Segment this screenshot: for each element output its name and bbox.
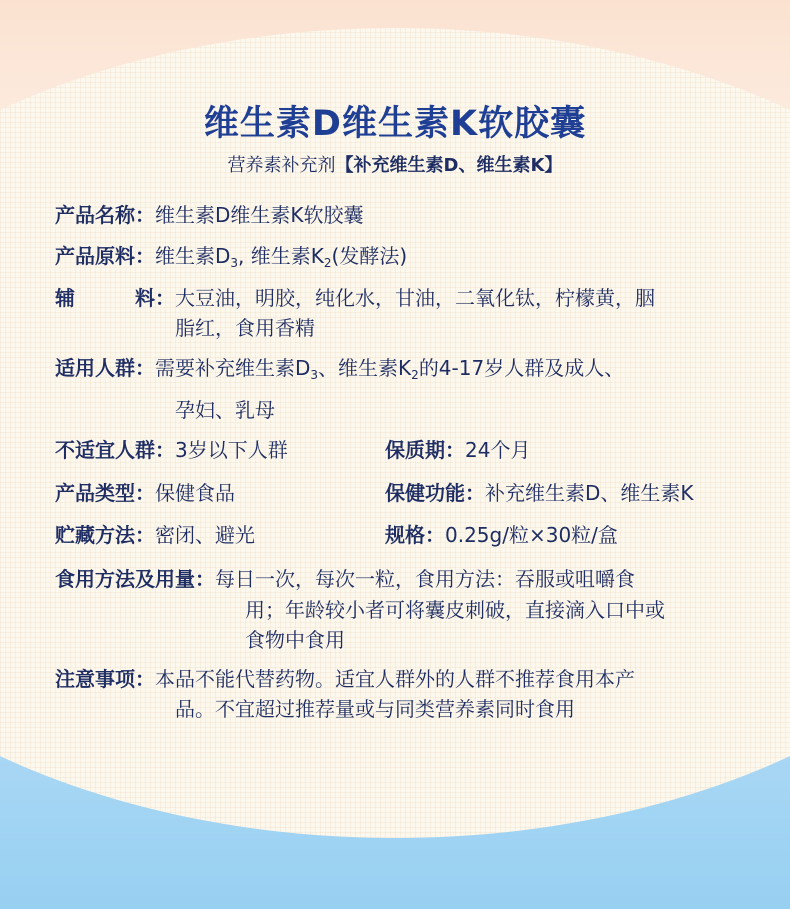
label-spec: 规格 [385,523,425,547]
value-shelf-life: 24个月 [465,438,531,462]
row-target-group: 适用人群：需要补充维生素$D_3$、维生素$K_2$的4-17岁人群及成人、 [55,356,625,382]
label-target-group: 适用人群 [55,356,135,380]
value-spec: 0.25g/粒×30粒/盒 [445,523,618,547]
row-health-function: 保健功能：补充维生素D、维生素K [385,481,694,505]
value-product-type: 保健食品 [155,481,235,505]
row-spec: 规格：0.25g/粒×30粒/盒 [385,523,618,547]
value-product-name: 维生素D维生素K软胶囊 [155,203,364,227]
label-usage: 食用方法及用量 [55,567,195,591]
value-target-group-line2: 孕妇、乳母 [175,398,275,422]
value-unsuitable: 3岁以下人群 [175,438,288,462]
value-ingredients: 维生素$D_3$, 维生素$K_2$(发酵法) [155,244,408,270]
value-storage: 密闭、避光 [155,523,255,547]
label-storage: 贮藏方法 [55,523,135,547]
subtitle-category: 营养素补充剂 [227,155,336,176]
value-usage-line3: 食物中食用 [245,628,345,652]
row-unsuitable: 不适宜人群：3岁以下人群 [55,438,288,462]
row-shelf-life: 保质期：24个月 [385,438,531,462]
row-storage: 贮藏方法：密闭、避光 [55,523,255,547]
value-excipients-line1: 大豆油，明胶，纯化水，甘油，二氧化钛，柠檬黄，胭 [175,286,655,310]
product-title: 维生素D维生素K软胶囊 [203,104,587,144]
value-usage-line2: 用；年龄较小者可将囊皮刺破，直接滴入口中或 [245,598,665,622]
row-ingredients: 产品原料：维生素$D_3$, 维生素$K_2$(发酵法) [55,244,408,270]
label-product-type: 产品类型 [55,481,135,505]
row-product-name: 产品名称：维生素D维生素K软胶囊 [55,203,364,227]
label-excipients: 辅 料 [55,286,155,310]
value-target-group-line1: 需要补充维生素$D_3$、维生素$K_2$的4-17岁人群及成人、 [155,356,625,382]
value-usage-line1: 每日一次，每次一粒，食用方法：吞服或咀嚼食 [215,567,635,591]
label-unsuitable: 不适宜人群 [55,438,155,462]
label-ingredients: 产品原料 [55,244,135,268]
row-usage: 食用方法及用量：每日一次，每次一粒，食用方法：吞服或咀嚼食 [55,567,635,591]
label-health-function: 保健功能 [385,481,465,505]
value-excipients-line2: 脂红，食用香精 [175,316,315,340]
subtitle-function: 【补充维生素D、维生素K】 [335,155,563,176]
label-notes: 注意事项 [55,667,135,691]
row-excipients: 辅 料：大豆油，明胶，纯化水，甘油，二氧化钛，柠檬黄，胭 [55,283,655,313]
row-product-type: 产品类型：保健食品 [55,481,235,505]
value-health-function: 补充维生素D、维生素K [485,481,694,505]
value-notes-line1: 本品不能代替药物。适宜人群外的人群不推荐食用本产 [155,667,635,691]
product-subtitle [0,151,790,177]
row-notes: 注意事项：本品不能代替药物。适宜人群外的人群不推荐食用本产 [55,667,635,691]
label-product-name: 产品名称 [55,203,135,227]
label-shelf-life: 保质期 [385,438,445,462]
value-notes-line2: 品。不宜超过推荐量或与同类营养素同时食用 [175,697,575,721]
